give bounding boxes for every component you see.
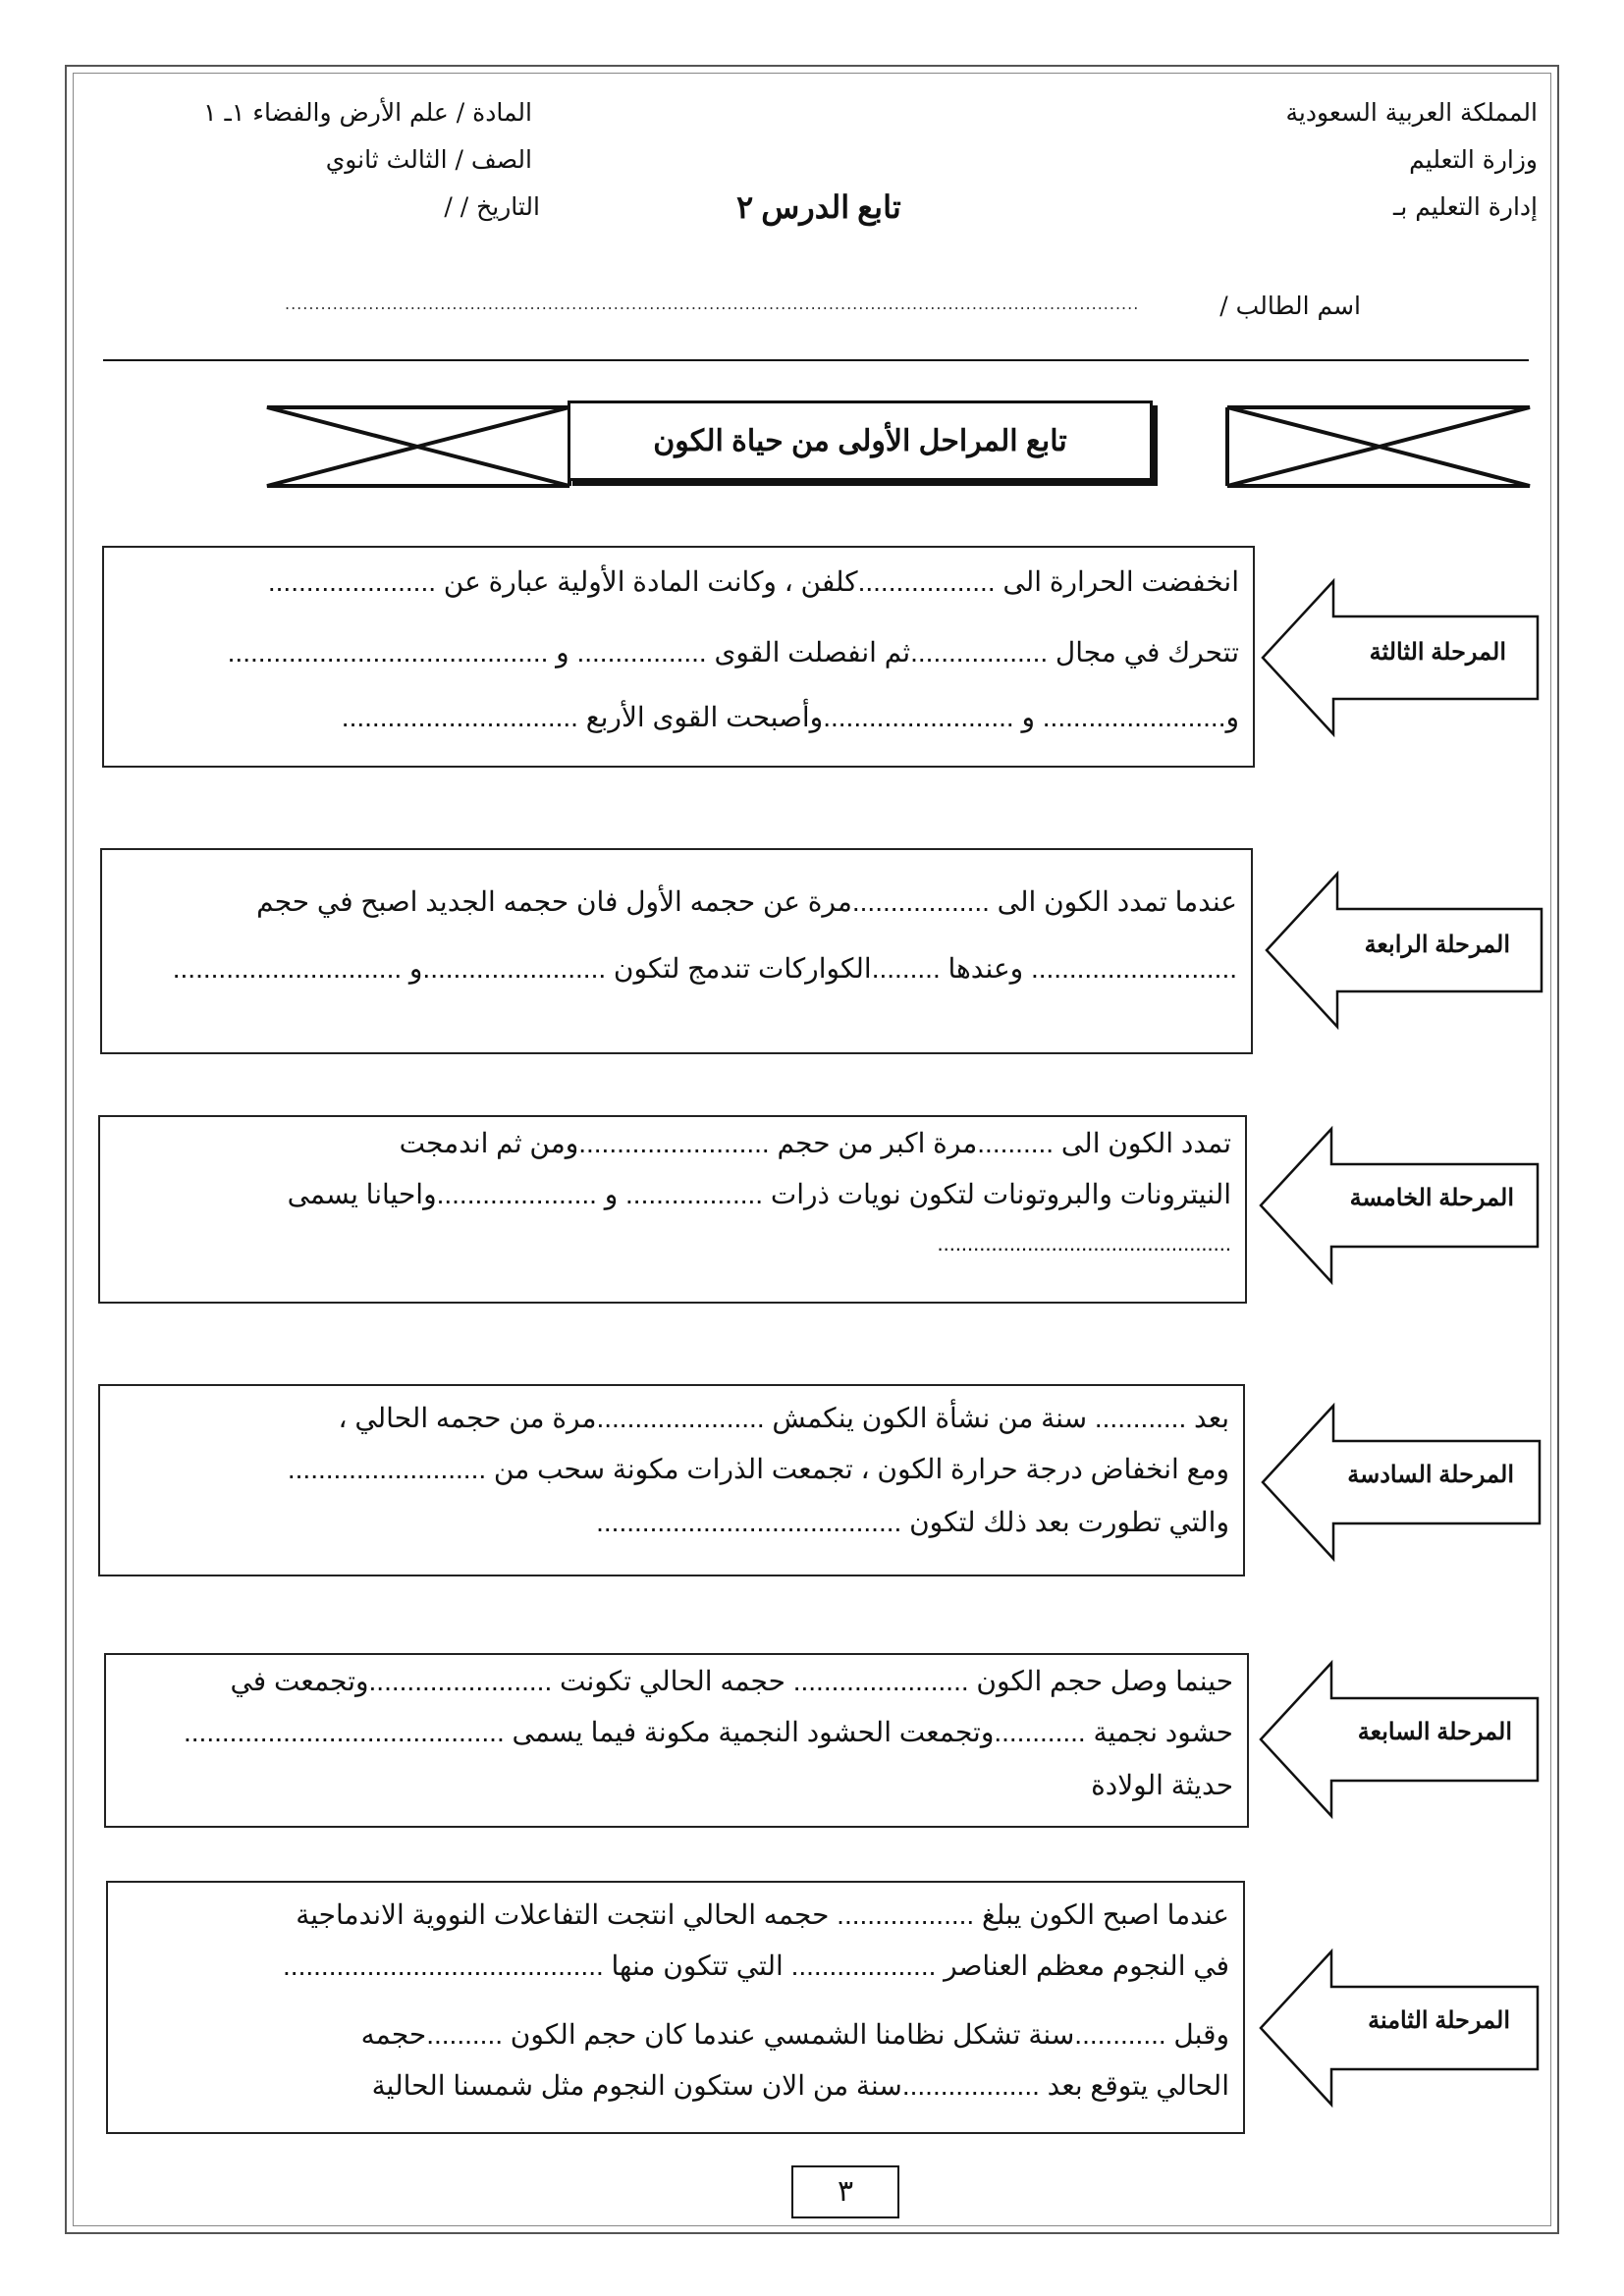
stage-3-line-1[interactable]: انخفضت الحرارة الى ..................كلفن ، وكانت المادة الأولية عبارة عن ...................... [267, 566, 1239, 597]
header-divider [103, 359, 1529, 361]
stage-5-line-2[interactable]: النيترونات والبروتونات لتكون نويات ذرات .................. و .....................واحيانا يسمى [287, 1179, 1231, 1209]
stage-7-line-1[interactable]: حينما وصل حجم الكون ....................... حجمه الحالي تكونت ........................وتجمعت في [230, 1666, 1233, 1696]
stage-5-box [98, 1115, 1247, 1304]
banner-title: تابع المراحل الأولى من حياة الكون [568, 400, 1153, 481]
header-subject: المادة / علم الأرض والفضاء ١ـ ١ [203, 98, 532, 127]
banner-ribbon-right [1227, 407, 1530, 486]
header-ministry: وزارة التعليم [1409, 145, 1538, 174]
stage-8-box [106, 1881, 1245, 2134]
stage-6-line-3[interactable]: والتي تطورت بعد ذلك لتكون ........................................ [596, 1507, 1229, 1537]
stage-8-line-2[interactable]: في النجوم معظم العناصر ................... التي تتكون منها .......................................... [283, 1950, 1229, 1981]
stage-8-line-4[interactable]: الحالي يتوقع بعد ..................سنة من الان ستكون النجوم مثل شمسنا الحالية [371, 2070, 1229, 2101]
stage-3-box [102, 546, 1255, 768]
stage-4-line-1[interactable]: عندما تمدد الكون الى ..................مرة عن حجمه الأول فان حجمه الجديد اصبح في حجم [256, 886, 1237, 917]
stage-7-line-3: حديثة الولادة [1091, 1770, 1233, 1800]
stage-3-line-2[interactable]: تتحرك في مجال ..................ثم انفصلت القوى ................. و .......................................... [227, 637, 1239, 667]
stage-6-box [98, 1384, 1245, 1576]
stage-3-label: المرحلة الثالثة [1369, 639, 1506, 666]
stage-8-label: المرحلة الثامنة [1368, 2007, 1510, 2034]
stage-6-label: المرحلة السادسة [1347, 1462, 1514, 1488]
stage-8-line-3[interactable]: وقبل ............سنة تشكل نظامنا الشمسي عندما كان حجم الكون ..........حجمه [360, 2019, 1229, 2050]
stage-5-label: المرحلة الخامسة [1349, 1185, 1514, 1211]
stage-8-line-1[interactable]: عندما اصبح الكون يبلغ .................. حجمه الحالي انتجت التفاعلات النووية الاندماجية [296, 1899, 1229, 1930]
stage-3-line-3[interactable]: و........................ و .........................وأصبحت القوى الأربع ............................... [341, 702, 1239, 732]
stage-4-line-2[interactable]: ........................... وعندها .........الكواركات تندمج لتكون ........................و .............................. [172, 953, 1237, 984]
stage-7-line-2[interactable]: حشود نجمية ............وتجمعت الحشود النجمية مكونة فيما يسمى .......................................... [184, 1717, 1233, 1747]
stage-5-line-1[interactable]: تمدد الكون الى ..........مرة اكبر من حجم .........................ومن ثم اندمجت [399, 1128, 1231, 1158]
stage-4-box [100, 848, 1253, 1054]
header-grade: الصف / الثالث ثانوي [325, 145, 532, 174]
stage-5-line-3[interactable]: ................................................. [937, 1231, 1231, 1255]
student-name-field[interactable]: ............................................................................................................................................... [285, 294, 1140, 313]
banner-ribbon-left [267, 407, 569, 486]
stage-4-label: المرحلة الرابعة [1364, 932, 1510, 958]
header-kingdom: المملكة العربية السعودية [1285, 98, 1538, 127]
stage-6-line-1[interactable]: بعد ............ سنة من نشأة الكون ينكمش ......................مرة من حجمه الحالي ، [338, 1403, 1229, 1433]
page-number: ٣ [791, 2165, 899, 2218]
header-date: التاريخ / / [444, 192, 540, 221]
stage-6-line-2[interactable]: ومع انخفاض درجة حرارة الكون ، تجمعت الذرات مكونة سحب من .......................... [287, 1454, 1229, 1484]
student-name-label: اسم الطالب / [1219, 292, 1361, 320]
stage-7-box [104, 1653, 1249, 1828]
stage-7-label: المرحلة السابعة [1357, 1719, 1512, 1745]
header-directorate: إدارة التعليم بـ [1393, 192, 1538, 221]
lesson-title: تابع الدرس ٢ [736, 189, 901, 225]
